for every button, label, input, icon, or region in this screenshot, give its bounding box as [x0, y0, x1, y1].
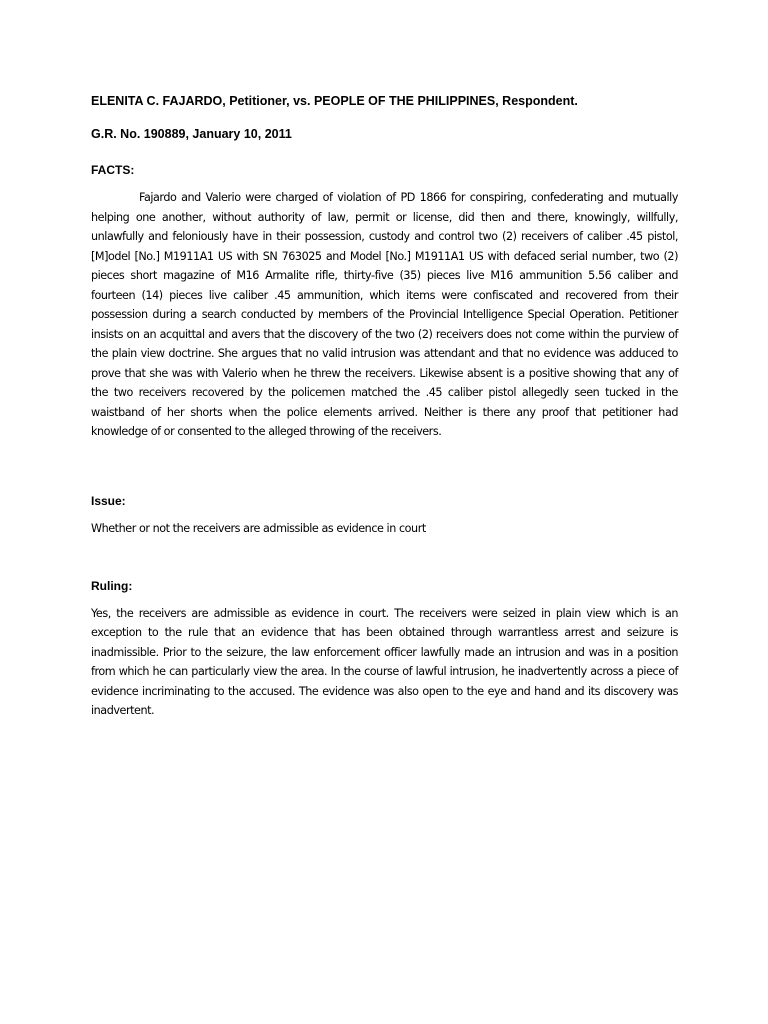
ruling-paragraph: Yes, the receivers are admissible as evidence in court. The receivers were seized in plain view which is an exception to the rule that an evidence that has been obtained through warrantless arrest and seizure is inadmissible. Prior to the seizure, the law enforcement officer lawfully made an intrusion and was in a position from which he can particularly view the area. In the course of lawful intrusion, he inadvertently across a piece of evidence incriminating to the accused. The evidence was also open to the eye and hand and its discovery was inadvertent. — [91, 607, 678, 718]
case-number: G.R. No. 190889, January 10, 2011 — [91, 127, 292, 141]
facts-paragraph: Fajardo and Valerio were charged of violation of PD 1866 for conspiring, confederating and mutually helping one another, without authority of law, permit or license, did then and there, knowingly, willfully, unlawfully and feloniously have in their possession, custody and control two (2) receivers of caliber .45 pistol, [M]odel [No.] M1911A1 US with SN 763025 and Model [No.] M1911A1 US with defaced serial number, two (2) pieces short magazine of M16 Armalite rifle, thirty-five (35) pieces live M16 ammunition 5.56 caliber and fourteen (14) pieces live caliber .45 ammunition, which items were confiscated and recovered from their possession during a search conducted by members of the Provincial Intelligence Special Operation. Petitioner insists on an acquittal and avers that the discovery of the two (2) receivers does not come within the purview of the plain view doctrine. She argues that no valid intrusion was attendant and that no evidence was adduced to prove that she was with Valerio when he threw the receivers. Likewise absent is a positive showing that any of the two receivers recovered by the policemen matched the .45 caliber pistol allegedly seen tucked in the waistband of her shorts when the police elements arrived. Neither is there any proof that petitioner had knowledge of or consented to the alleged throwing of the receivers. — [91, 191, 678, 438]
issue-paragraph: Whether or not the receivers are admissible as evidence in court — [91, 522, 426, 535]
ruling-heading: Ruling: — [91, 579, 133, 593]
facts-heading: FACTS: — [91, 163, 135, 177]
issue-heading: Issue: — [91, 494, 126, 508]
case-title: ELENITA C. FAJARDO, Petitioner, vs. PEOPLE OF THE PHILIPPINES, Respondent. — [91, 94, 578, 108]
